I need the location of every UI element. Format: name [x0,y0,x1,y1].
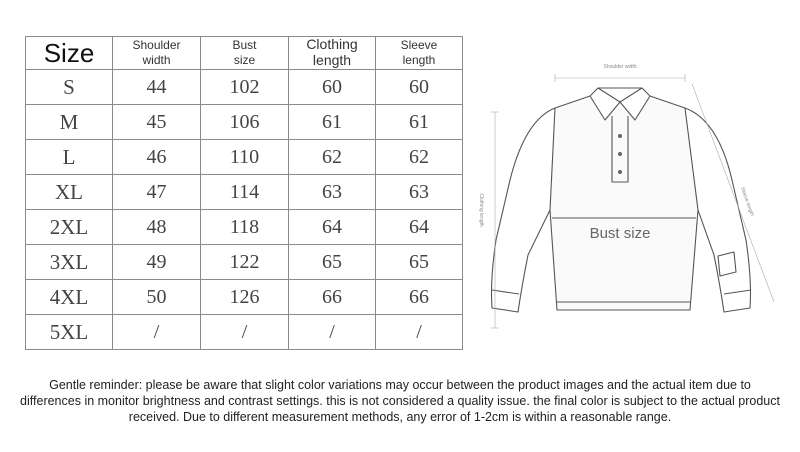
sleeve-length-cell: 65 [376,245,463,280]
clothing-length-cell: / [289,315,376,350]
polo-shirt-illustration [492,88,752,312]
sleeve-length-cell: / [376,315,463,350]
bust-cell: 126 [201,280,289,315]
clothing-length-cell: 64 [289,210,376,245]
size-cell: M [26,105,113,140]
clothing-length-cell: 65 [289,245,376,280]
sleeve-length-cell: 61 [376,105,463,140]
table-row [26,245,463,280]
size-chart-table [25,36,463,350]
sleeve-length-cell: 66 [376,280,463,315]
header-clothing-length [289,37,376,70]
bust-cell: 110 [201,140,289,175]
size-cell: 2XL [26,210,113,245]
clothing-length-cell: 66 [289,280,376,315]
header-label: Shoulder width [132,38,181,67]
table-row [26,315,463,350]
table-row [26,210,463,245]
size-cell: L [26,140,113,175]
shoulder-cell: 48 [113,210,201,245]
shoulder-cell: 49 [113,245,201,280]
button-icon [618,170,622,174]
size-cell: XL [26,175,113,210]
shoulder-cell: 47 [113,175,201,210]
bust-cell: 114 [201,175,289,210]
shoulder-cell: 50 [113,280,201,315]
sleeve-length-guide [692,84,774,302]
header-label: Clothing length [306,36,358,68]
size-cell: S [26,70,113,105]
bust-cell: 106 [201,105,289,140]
clothing-length-label: Clothing length [478,193,484,227]
size-cell: 5XL [26,315,113,350]
header-row [26,37,463,70]
shirt-measurement-diagram [470,40,790,340]
size-cell: 3XL [26,245,113,280]
clothing-length-cell: 63 [289,175,376,210]
button-icon [618,134,622,138]
shoulder-cell: / [113,315,201,350]
header-shoulder-width [113,37,201,70]
header-bust-size [201,37,289,70]
shoulder-cell: 45 [113,105,201,140]
clothing-length-guide [491,112,499,328]
table-row [26,105,463,140]
gentle-reminder-note: Gentle reminder: please be aware that slight color variations may occur between the product images and the actual item due to differences in monitor brightness and contrast settings. this is not considered a quality issue. the final color is subject to the actual product received. Due to different measurement methods, any error of 1-2cm is within a reasonable range. [20,378,780,424]
table-row [26,175,463,210]
table-row [26,280,463,315]
shoulder-cell: 44 [113,70,201,105]
bust-cell: 122 [201,245,289,280]
table-row [26,70,463,105]
header-label: Bust size [232,38,257,67]
sleeve-length-cell: 60 [376,70,463,105]
header-label: Sleeve length [400,38,438,67]
sleeve-length-label: Sleeve length [738,186,755,217]
size-cell: 4XL [26,280,113,315]
shoulder-width-label: Shoulder width [603,64,637,70]
sleeve-length-cell: 64 [376,210,463,245]
clothing-length-cell: 61 [289,105,376,140]
bust-size-label: Bust size [589,225,651,242]
shoulder-width-guide [555,74,685,82]
header-sleeve-length [376,37,463,70]
sleeve-length-cell: 63 [376,175,463,210]
button-icon [618,152,622,156]
header-size: Size [26,37,113,70]
bust-cell: 118 [201,210,289,245]
sleeve-length-cell: 62 [376,140,463,175]
clothing-length-cell: 62 [289,140,376,175]
table-row [26,140,463,175]
bust-cell: 102 [201,70,289,105]
shoulder-cell: 46 [113,140,201,175]
clothing-length-cell: 60 [289,70,376,105]
bust-cell: / [201,315,289,350]
